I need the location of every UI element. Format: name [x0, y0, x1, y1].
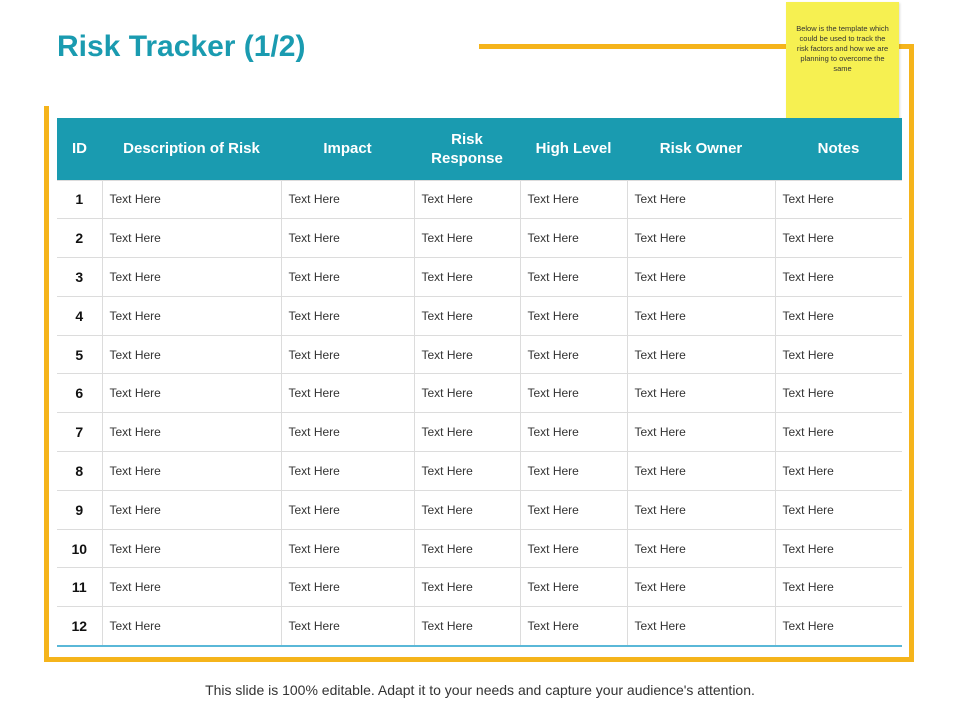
row-id: 4: [57, 296, 102, 335]
table-cell: Text Here: [775, 452, 902, 491]
table-row: [57, 607, 902, 646]
table-cell: Text Here: [414, 335, 520, 374]
table-cell: Text Here: [414, 607, 520, 646]
table-cell: Text Here: [775, 413, 902, 452]
footer-text: This slide is 100% editable. Adapt it to your needs and capture your audience's attention.: [205, 682, 755, 698]
table-cell: Text Here: [414, 296, 520, 335]
table-cell: Text Here: [414, 529, 520, 568]
table-cell: Text Here: [281, 529, 414, 568]
header-risk-response: Risk Response: [414, 118, 520, 180]
table-cell: Text Here: [520, 413, 627, 452]
table-row: [57, 413, 902, 452]
table-row: [57, 374, 902, 413]
table-cell: Text Here: [627, 335, 775, 374]
table-cell: Text Here: [281, 607, 414, 646]
row-id: 7: [57, 413, 102, 452]
table-row: [57, 296, 902, 335]
table-cell: Text Here: [627, 374, 775, 413]
table-cell: Text Here: [281, 335, 414, 374]
table-cell: Text Here: [102, 374, 281, 413]
table-cell: Text Here: [414, 452, 520, 491]
table-cell: Text Here: [627, 452, 775, 491]
table-cell: Text Here: [627, 180, 775, 219]
table-cell: Text Here: [102, 413, 281, 452]
table-body: [57, 180, 902, 646]
table-cell: Text Here: [102, 335, 281, 374]
table-cell: Text Here: [520, 219, 627, 258]
table-cell: Text Here: [775, 529, 902, 568]
table-cell: Text Here: [775, 374, 902, 413]
row-id: 5: [57, 335, 102, 374]
table-cell: Text Here: [281, 258, 414, 297]
table-cell: Text Here: [520, 335, 627, 374]
table-cell: Text Here: [627, 607, 775, 646]
table-cell: Text Here: [414, 258, 520, 297]
table-cell: Text Here: [102, 180, 281, 219]
row-id: 12: [57, 607, 102, 646]
table-cell: Text Here: [281, 568, 414, 607]
table-cell: Text Here: [627, 258, 775, 297]
frame-left-line: [44, 106, 49, 662]
row-id: 8: [57, 452, 102, 491]
table-cell: Text Here: [281, 452, 414, 491]
frame-right-line: [909, 44, 914, 662]
header-risk-owner: Risk Owner: [627, 118, 775, 180]
table-cell: Text Here: [102, 529, 281, 568]
table-cell: Text Here: [775, 335, 902, 374]
header-id: ID: [57, 118, 102, 180]
table-cell: Text Here: [414, 374, 520, 413]
table-row: [57, 219, 902, 258]
table-cell: Text Here: [281, 296, 414, 335]
sticky-note-text: Below is the template which could be used to track the risk factors and how we are planning to overcome the same: [796, 24, 889, 73]
row-id: 11: [57, 568, 102, 607]
row-id: 2: [57, 219, 102, 258]
table-cell: Text Here: [775, 258, 902, 297]
table-cell: Text Here: [520, 529, 627, 568]
header-high-level: High Level: [520, 118, 627, 180]
table-cell: Text Here: [775, 607, 902, 646]
table-cell: Text Here: [414, 219, 520, 258]
table-row: [57, 529, 902, 568]
table-cell: Text Here: [414, 180, 520, 219]
table-cell: Text Here: [281, 490, 414, 529]
table-cell: Text Here: [775, 219, 902, 258]
table-cell: Text Here: [281, 374, 414, 413]
table-cell: Text Here: [414, 413, 520, 452]
header-notes: Notes: [775, 118, 902, 180]
row-id: 3: [57, 258, 102, 297]
table-cell: Text Here: [775, 490, 902, 529]
table-cell: Text Here: [281, 219, 414, 258]
table-cell: Text Here: [627, 529, 775, 568]
table-row: [57, 335, 902, 374]
table-cell: Text Here: [520, 452, 627, 491]
table-cell: Text Here: [775, 180, 902, 219]
table-cell: Text Here: [281, 180, 414, 219]
table-row: [57, 452, 902, 491]
table-cell: Text Here: [102, 452, 281, 491]
table-cell: Text Here: [520, 180, 627, 219]
table-row: [57, 180, 902, 219]
table-row: [57, 258, 902, 297]
table-cell: Text Here: [102, 296, 281, 335]
page-title: Risk Tracker (1/2): [57, 30, 306, 63]
table-cell: Text Here: [520, 296, 627, 335]
table-cell: Text Here: [520, 258, 627, 297]
table-cell: Text Here: [414, 568, 520, 607]
table-cell: Text Here: [102, 258, 281, 297]
table-cell: Text Here: [627, 490, 775, 529]
table-cell: Text Here: [775, 568, 902, 607]
header-description: Description of Risk: [102, 118, 281, 180]
risk-table: [57, 118, 902, 647]
table-cell: Text Here: [520, 374, 627, 413]
table-cell: Text Here: [520, 607, 627, 646]
frame-bottom-line: [44, 657, 914, 662]
row-id: 1: [57, 180, 102, 219]
table-cell: Text Here: [627, 296, 775, 335]
header-impact: Impact: [281, 118, 414, 180]
table-cell: Text Here: [102, 219, 281, 258]
table-header-row: [57, 118, 902, 180]
table-cell: Text Here: [627, 413, 775, 452]
row-id: 9: [57, 490, 102, 529]
table-cell: Text Here: [281, 413, 414, 452]
table-cell: Text Here: [775, 296, 902, 335]
table-cell: Text Here: [102, 568, 281, 607]
sticky-note: [786, 2, 899, 118]
table-cell: Text Here: [414, 490, 520, 529]
table-cell: Text Here: [520, 568, 627, 607]
table-cell: Text Here: [627, 219, 775, 258]
row-id: 6: [57, 374, 102, 413]
table-cell: Text Here: [520, 490, 627, 529]
table-row: [57, 568, 902, 607]
table-cell: Text Here: [102, 607, 281, 646]
table-row: [57, 490, 902, 529]
table-cell: Text Here: [102, 490, 281, 529]
row-id: 10: [57, 529, 102, 568]
table-cell: Text Here: [627, 568, 775, 607]
